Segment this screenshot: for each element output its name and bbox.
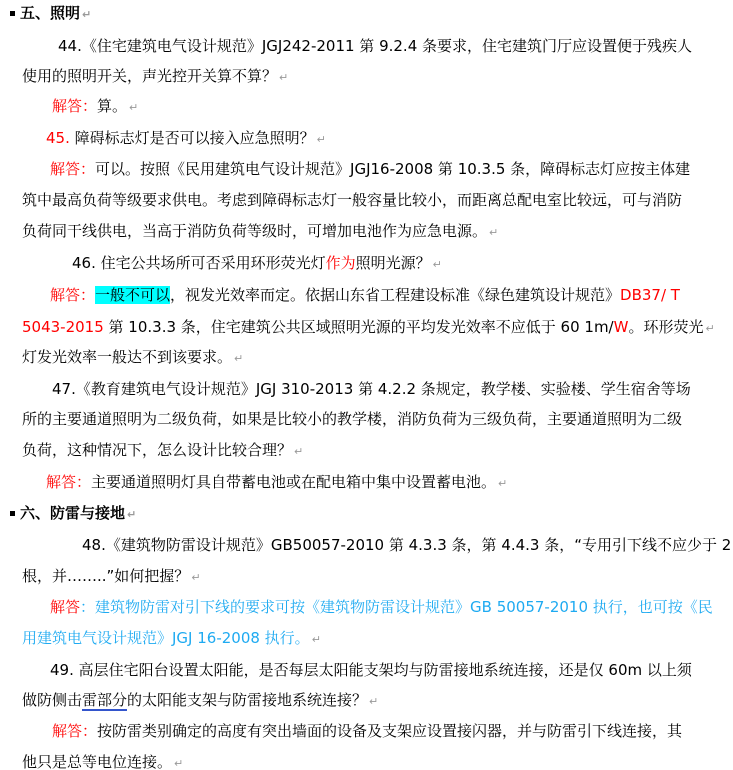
text-segment: 障碍标志灯是否可以接入应急照明？ xyxy=(69,129,315,147)
text-segment: 49. 高层住宅阳台设置太阳能，是否每层太阳能支架均与防雷接地系统连接，还是仅 60m 以上须 xyxy=(50,661,692,679)
paragraph-line xyxy=(22,439,303,461)
paragraph-line xyxy=(22,65,288,87)
text-segment: 48.《建筑物防雷设计规范》GB50057-2010 第 4.3.3 条，第 4.4.3 条，“专用引下线不应少于 2 xyxy=(82,536,732,554)
text-segment: 5043-2015 xyxy=(22,318,104,336)
paragraph-line xyxy=(52,720,682,742)
paragraph-line xyxy=(82,534,731,556)
text-segment: 一般不可以 xyxy=(95,286,171,304)
text-segment: 作为 xyxy=(325,254,356,272)
text-segment: 做防侧击 xyxy=(22,691,83,709)
text-segment: 灯发光效率一般达不到该要求。 xyxy=(22,348,233,366)
answer-label: 解答： xyxy=(52,722,98,740)
paragraph-line xyxy=(22,689,378,711)
paragraph-mark-icon: ↵ xyxy=(279,71,289,84)
text-segment: 五、照明 xyxy=(20,4,81,22)
paragraph-line xyxy=(22,189,682,211)
paragraph-line xyxy=(50,659,692,681)
paragraph-mark-icon: ↵ xyxy=(82,8,92,21)
paragraph-line xyxy=(52,378,691,400)
paragraph-line xyxy=(22,316,715,338)
answer-label: 解答： xyxy=(52,97,98,115)
paragraph-line xyxy=(58,35,692,57)
text-segment: DB37/ T xyxy=(620,286,680,304)
text-segment: 负荷，这种情况下，怎么设计比较合理？ xyxy=(22,441,293,459)
text-segment: 第 10.3.3 条，住宅建筑公共区域照明光源的平均发光效率不应低于 60 1m/ xyxy=(103,318,614,336)
paragraph-line xyxy=(46,471,507,493)
paragraph-line xyxy=(22,346,243,368)
paragraph-line xyxy=(50,158,690,180)
text-segment: 可以。按照《民用建筑电气设计规范》JGJ16-2008 第 10.3.5 条，障碍标志灯应按主体建 xyxy=(95,160,691,178)
text-segment: ，视发光效率而定。依据山东省工程建设标准《绿色建筑设计规范》 xyxy=(170,286,621,304)
paragraph-mark-icon: ↵ xyxy=(705,322,715,335)
text-segment: 根，并……..”如何把握？ xyxy=(22,567,190,585)
paragraph-mark-icon: ↵ xyxy=(129,101,139,114)
paragraph-mark-icon: ↵ xyxy=(234,352,244,365)
paragraph-mark-icon: ↵ xyxy=(498,477,508,490)
paragraph-line xyxy=(22,751,183,770)
paragraph-mark-icon: ↵ xyxy=(191,571,201,584)
text-segment: 47.《教育建筑电气设计规范》JGJ 310-2013 第 4.2.2 条规定，教学楼、实验楼、学生宿舍等场 xyxy=(52,380,691,398)
paragraph-mark-icon: ↵ xyxy=(489,226,499,239)
text-segment: W xyxy=(613,318,629,336)
paragraph-line xyxy=(22,627,321,649)
text-segment: 。环形荧光 xyxy=(628,318,704,336)
text-segment: 算。 xyxy=(97,97,128,115)
text-segment: 46. 住宅公共场所可否采用环形荧光灯 xyxy=(72,254,326,272)
text-segment: ：建筑物防雷对引下线的要求可按《建筑物防雷设计规范》GB 50057-2010 执行，也可按《民 xyxy=(80,598,713,616)
paragraph-line xyxy=(22,565,201,587)
text-segment: 他只是总等电位连接。 xyxy=(22,753,173,770)
text-segment: 44.《住宅建筑电气设计规范》JGJ242-2011 第 9.2.4 条要求，住宅建筑门厅应设置便于残疾人 xyxy=(58,37,693,55)
text-segment: 负荷同干线供电，当高于消防负荷等级时，可增加电池作为应急电源。 xyxy=(22,222,488,240)
paragraph-mark-icon: ↵ xyxy=(311,633,321,646)
text-segment: 筑中最高负荷等级要求供电。考虑到障碍标志灯一般容量比较小，而距离总配电室比较远，可与消防 xyxy=(22,191,683,209)
paragraph-mark-icon: ↵ xyxy=(316,133,326,146)
text-segment: 照明光源？ xyxy=(355,254,431,272)
paragraph-line xyxy=(46,127,326,149)
paragraph-mark-icon: ↵ xyxy=(174,757,184,770)
text-segment: 使用的照明开关，声光控开关算不算？ xyxy=(22,67,278,85)
text-segment: 所的主要通道照明为二级负荷，如果是比较小的教学楼，消防负荷为三级负荷，主要通道照明为二级 xyxy=(22,410,683,428)
paragraph-line xyxy=(50,596,713,618)
paragraph-line xyxy=(50,284,680,306)
text-segment: 雷部分 xyxy=(82,691,128,709)
paragraph-mark-icon: ↵ xyxy=(369,695,379,708)
paragraph-line xyxy=(22,220,498,242)
answer-label: 解答： xyxy=(46,473,92,491)
answer-label: 解答： xyxy=(50,286,96,304)
text-segment: 按防雷类别确定的高度有突出墙面的设备及支架应设置接闪器，并与防雷引下线连接，其 xyxy=(97,722,683,740)
text-segment: 的太阳能支架与防雷接地系统连接？ xyxy=(127,691,368,709)
paragraph-line xyxy=(72,252,442,274)
section-heading xyxy=(10,502,136,524)
bullet-icon xyxy=(10,11,15,16)
paragraph-mark-icon: ↵ xyxy=(294,445,304,458)
paragraph-line xyxy=(22,408,682,430)
text-segment: 六、防雷与接地 xyxy=(20,504,126,522)
text-segment: 45. xyxy=(46,129,70,147)
text-segment: 主要通道照明灯具自带蓄电池或在配电箱中集中设置蓄电池。 xyxy=(91,473,497,491)
answer-label: 解答： xyxy=(50,160,96,178)
paragraph-mark-icon: ↵ xyxy=(432,258,442,271)
answer-label: 解答 xyxy=(50,598,81,616)
paragraph-line xyxy=(52,95,138,117)
text-segment: 用建筑电气设计规范》JGJ 16-2008 执行。 xyxy=(22,629,310,647)
bullet-icon xyxy=(10,511,15,516)
section-heading xyxy=(10,2,91,24)
paragraph-mark-icon: ↵ xyxy=(127,508,137,521)
